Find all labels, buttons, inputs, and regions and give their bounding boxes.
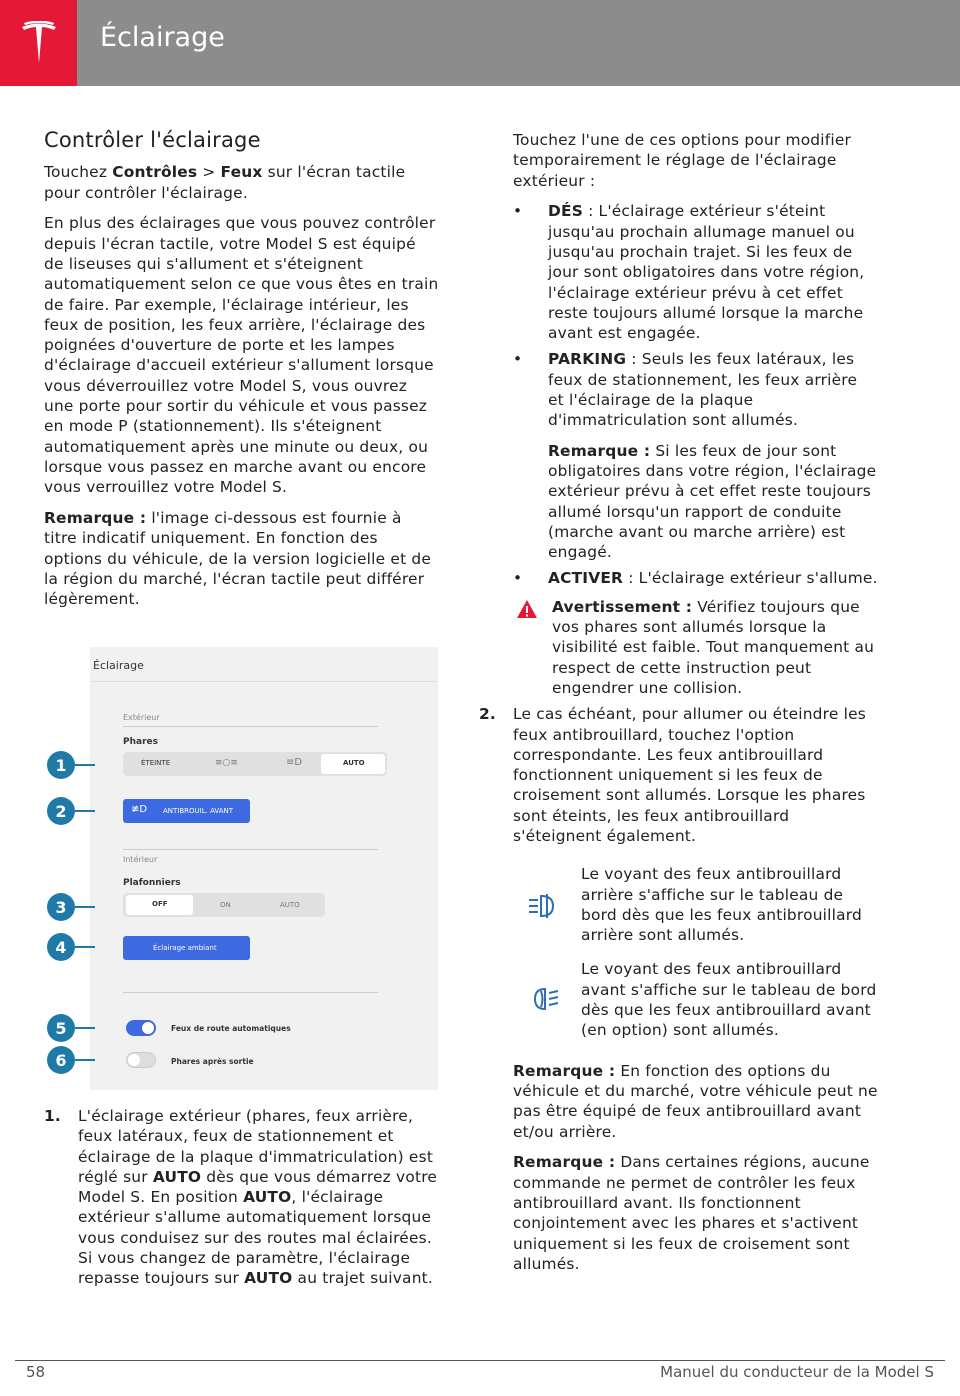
- toggle-knob: [128, 1054, 140, 1066]
- fog-note-1: Remarque : En fonction des options du véhicule et du marché, votre véhicule peut ne pas être équipé de feux antibrouillard avant et/ou arrière.: [513, 1061, 878, 1141]
- callout-6: 6: [47, 1046, 75, 1074]
- option-auto[interactable]: [321, 754, 385, 774]
- callout-1: 1: [47, 751, 75, 779]
- callout-line: [75, 764, 95, 766]
- screen-title: Éclairage: [93, 659, 144, 672]
- option-off-label: OFF: [152, 900, 168, 908]
- option-off[interactable]: [126, 895, 193, 915]
- callout-2: 2: [47, 797, 75, 825]
- interior-label: Intérieur: [123, 855, 158, 864]
- auto-high-beam-label: Feux de route automatiques: [171, 1024, 291, 1033]
- bullet-des: • DÉS : L'éclairage extérieur s'éteint jusqu'au prochain allumage manuel ou jusqu'au prochain trajet. Si les feux de jour sont obligatoires dans votre région, l'éclairage extérieur prévu à cet effet reste toujours allumé lorsque la marche avant est engagée.: [513, 202, 865, 343]
- option-auto-label: AUTO: [343, 759, 365, 767]
- warning-icon: [516, 599, 538, 619]
- page-header: [0, 0, 960, 86]
- fog-front-button[interactable]: [123, 799, 250, 823]
- front-fog-text: Le voyant des feux antibrouillard avant s'affiche sur le tableau de bord dès que les feux antibrouillard avant (en option) sont allumés.: [581, 960, 877, 1040]
- toggle-knob: [142, 1022, 154, 1034]
- headlights-after-exit-label: Phares après sortie: [171, 1057, 254, 1066]
- bullet-dot: •: [513, 569, 523, 588]
- parking-note: Remarque : Si les feux de jour sont obligatoires dans votre région, l'éclairage extérieur prévu à cet effet reste toujours allumé lorsqu'un rapport de conduite (marche avant ou marche arrière) est engagé.: [548, 441, 877, 562]
- callout-4: 4: [47, 933, 75, 961]
- right-column: [479, 130, 878, 1285]
- divider: [123, 992, 378, 993]
- list-item-2: 2. Le cas échéant, pour allumer ou éteindre les feux antibrouillard, touchez l'option correspondante. Les feux antibrouillard fonctionnent uniquement si les feux de croisement sont allumés. Lorsque les phares sont éteints, les feux antibrouillard s'éteignent également.: [479, 705, 866, 845]
- front-fog-indicator: [513, 959, 878, 1040]
- ambient-lighting-button[interactable]: [123, 936, 250, 960]
- options-intro: Touchez l'une de ces options pour modifier temporairement le réglage de l'éclairage extérieur :: [513, 131, 852, 190]
- item-number: 1.: [44, 1107, 61, 1125]
- callout-line: [75, 906, 95, 908]
- page-title: Éclairage: [100, 22, 225, 53]
- divider: [123, 726, 378, 727]
- rear-fog-indicator: [513, 864, 878, 945]
- callout-line: [75, 1059, 95, 1061]
- footer-divider: [15, 1360, 945, 1361]
- front-fog-icon: [527, 985, 561, 1018]
- bullet-dot: •: [513, 202, 523, 221]
- exterior-label: Extérieur: [123, 713, 160, 722]
- bullet-parking: • PARKING : Seuls les feux latéraux, les feux de stationnement, les feux arrière et l'éclairage de la plaque d'immatriculation sont allumés.: [513, 350, 858, 430]
- callout-line: [75, 810, 95, 812]
- page-number: 58: [26, 1363, 46, 1381]
- lighting-paragraph: En plus des éclairages que vous pouvez contrôler depuis l'écran tactile, votre Model S est équipé de liseuses qui s'allument et s'éteignent automatiquement selon ce que vous êtes en train de faire. Par exemple, l'éclairage intérieur, les feux de position, les feux arrière, l'éclairage des poignées d'ouverture de porte et les lampes d'éclairage d'accueil extérieur s'allument lorsque vous déverrouillez votre Model S, vous ouvrez une porte pour sortir du véhicule et vous passez en mode P (stationnement). Ils s'éteignent automatiquement après une minute ou deux, ou lorsque vous passez en marche avant ou encore vous verrouillez votre Model S.: [44, 214, 439, 497]
- touchscreen-illustration: [90, 647, 438, 1090]
- low-beam-icon[interactable]: ≡D: [286, 757, 303, 768]
- bullet-dot: •: [513, 350, 523, 369]
- phares-label: Phares: [123, 737, 158, 747]
- option-on[interactable]: ON: [220, 901, 231, 909]
- rear-fog-icon: [527, 892, 561, 925]
- fog-front-label: ANTIBROUIL. AVANT: [163, 807, 234, 815]
- section-heading: Contrôler l'éclairage: [44, 128, 261, 152]
- item-number: 2.: [479, 705, 496, 724]
- parking-lights-icon[interactable]: ≡○≡: [215, 758, 238, 768]
- callout-line: [75, 946, 95, 948]
- headlights-after-exit-toggle[interactable]: [126, 1052, 156, 1068]
- phares-segmented-control: [123, 752, 387, 776]
- plafonniers-label: Plafonniers: [123, 878, 181, 888]
- left-column: [44, 130, 439, 620]
- ambient-lighting-label: Éclairage ambiant: [153, 944, 217, 952]
- option-eteinte[interactable]: ÉTEINTE: [141, 759, 171, 767]
- manual-title: Manuel du conducteur de la Model S: [660, 1363, 934, 1381]
- plafonniers-segmented-control: [123, 893, 325, 917]
- tesla-logo: [0, 0, 77, 86]
- bullet-activer: • ACTIVER : L'éclairage extérieur s'allume.: [513, 569, 878, 588]
- callout-3: 3: [47, 893, 75, 921]
- warning-box: Avertissement : Vérifiez toujours que vos phares sont allumés lorsque la visibilité est faible. Tout manquement au respect de cette instruction peut engendrer une collision.: [513, 597, 878, 698]
- divider: [90, 681, 438, 682]
- fog-icon: ≢D: [131, 804, 148, 815]
- callout-line: [75, 1027, 95, 1029]
- rear-fog-text: Le voyant des feux antibrouillard arrière s'affiche sur le tableau de bord dès que les feux antibrouillard arrière sont allumés.: [581, 865, 862, 945]
- list-item-1: 1. L'éclairage extérieur (phares, feux arrière, feux latéraux, feux de stationnement et éclairage de la plaque d'immatriculation) est réglé sur AUTO dès que vous démarrez votre Model S. En position AUTO, l'éclairage extérieur s'allume automatiquement lorsque vous conduisez sur des routes mal éclairées. Si vous changez de paramètre, l'éclairage repasse toujours sur AUTO au trajet suivant.: [44, 1107, 438, 1288]
- numbered-list-left: [44, 1106, 439, 1289]
- callout-5: 5: [47, 1014, 75, 1042]
- auto-high-beam-toggle[interactable]: [126, 1020, 156, 1036]
- fog-note-2: Remarque : Dans certaines régions, aucune commande ne permet de contrôler les feux antibrouillard avant. Ils fonctionnent conjointement avec les phares et s'activent uniquement si les feux de croisement sont allumés.: [513, 1153, 870, 1273]
- option-auto-plaf[interactable]: AUTO: [280, 901, 300, 909]
- intro-paragraph: Touchez Contrôles > Feux sur l'écran tactile pour contrôler l'éclairage.: [44, 163, 406, 202]
- image-note: Remarque : l'image ci-dessous est fournie à titre indicatif uniquement. En fonction des options du véhicule, de la version logicielle et de la région du marché, l'écran tactile peut différer légèrement.: [44, 509, 432, 609]
- divider: [123, 849, 378, 850]
